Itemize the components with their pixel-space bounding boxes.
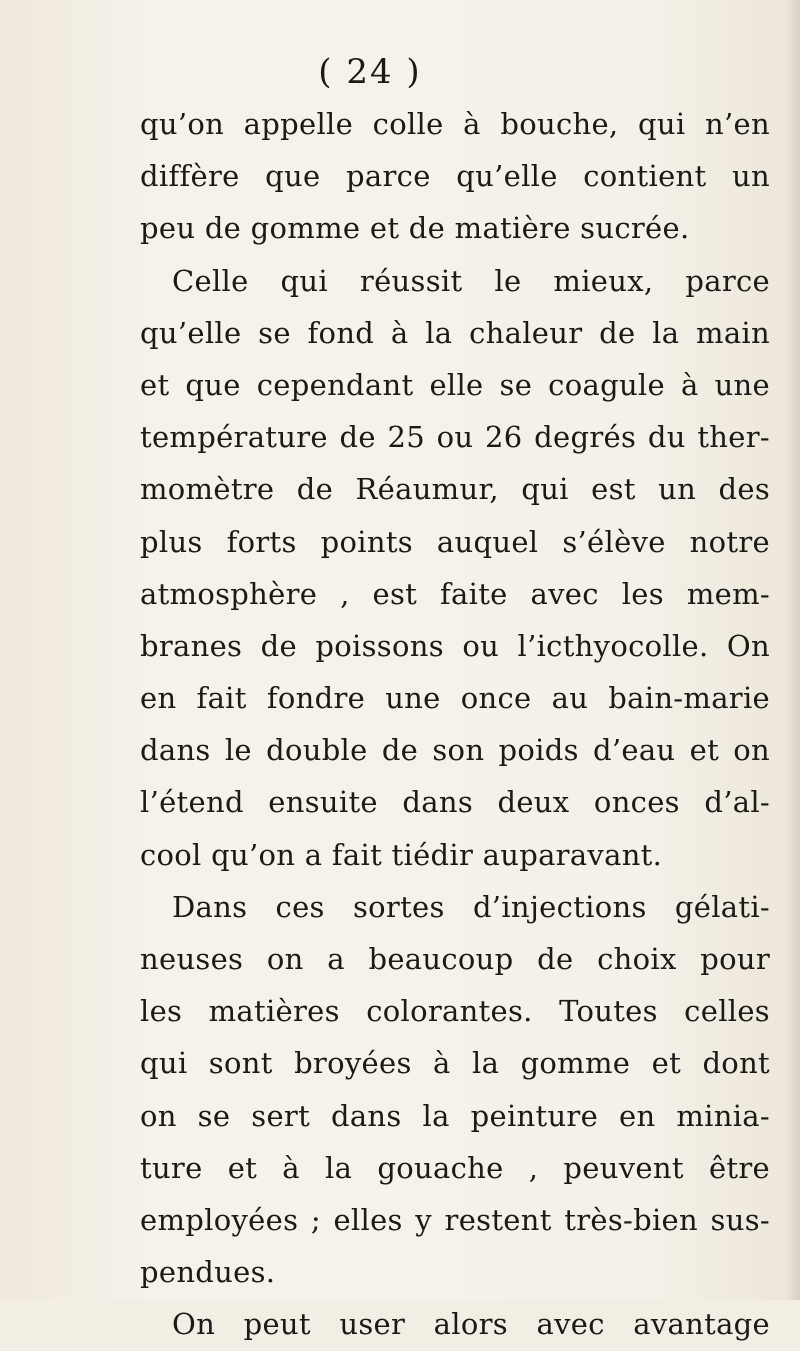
text-line: plus forts points auquel s’élève notre [140, 524, 770, 559]
text-line: On peut user alors avec avantage [172, 1307, 770, 1342]
text-line: les matières colorantes. Toutes celles [140, 994, 770, 1029]
text-line: qui sont broyées à la gomme et dont [140, 1046, 770, 1081]
text-line: et que cependant elle se coagule à une [140, 367, 770, 402]
text-line: branes de poissons ou l’icthyocolle. On [140, 628, 770, 663]
text-line: ture et à la gouache , peuvent être [140, 1150, 770, 1185]
text-line: dans le double de son poids d’eau et on [140, 733, 770, 768]
text-line: Celle qui réussit le mieux, parce [172, 263, 770, 298]
text-line: on se sert dans la peinture en minia- [140, 1098, 770, 1133]
text-line: l’étend ensuite dans deux onces d’al- [140, 785, 770, 820]
text-line: cool qu’on a fait tiédir auparavant. [140, 837, 663, 872]
text-line: pendues. [140, 1255, 276, 1290]
page-edge-shadow [786, 0, 800, 1300]
text-line: employées ; elles y restent très-bien sus- [140, 1202, 770, 1237]
text-line: momètre de Réaumur, qui est un des [140, 472, 770, 507]
text-line: qu’elle se fond à la chaleur de la main [140, 315, 770, 350]
text-line: peu de gomme et de matière sucrée. [140, 211, 690, 246]
text-line: diffère que parce qu’elle contient un [140, 159, 770, 194]
text-line: qu’on appelle colle à bouche, qui n’en [140, 107, 770, 141]
text-line: en fait fondre une once au bain-marie [140, 681, 770, 716]
page-number: ( 24 ) [318, 52, 422, 92]
text-line: neuses on a beaucoup de choix pour [140, 942, 770, 976]
text-line: Dans ces sortes d’injections gélati- [172, 889, 770, 924]
text-line: atmosphère , est faite avec les mem- [140, 576, 770, 611]
body-text [140, 98, 770, 1351]
text-line: température de 25 ou 26 degrés du ther- [140, 420, 770, 455]
